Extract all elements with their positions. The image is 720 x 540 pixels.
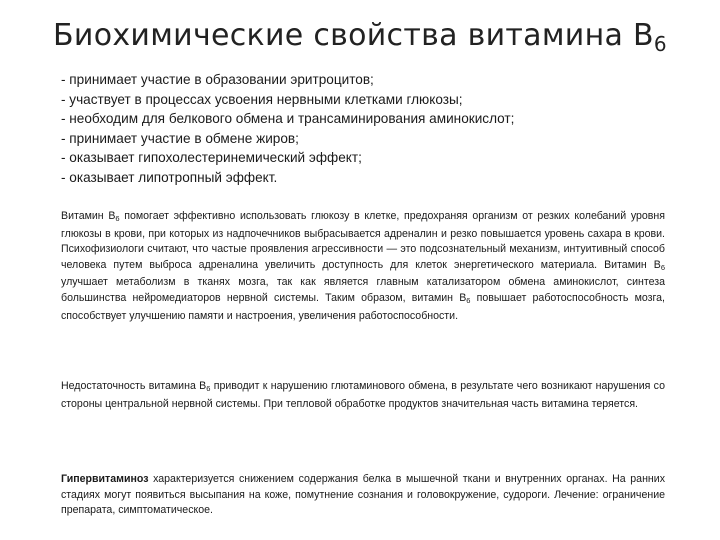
bullet-item: - необходим для белкового обмена и трансаминирования аминокислот; [61, 111, 515, 127]
bullet-item: - принимает участие в обмене жиров; [61, 130, 299, 146]
title-subscript: 6 [653, 32, 667, 56]
paragraph-hypervitaminosis [61, 472, 665, 519]
bullet-item: - принимает участие в образовании эритроцитов; [61, 72, 374, 87]
bullet-item: - оказывает липотропный эффект. [61, 169, 278, 185]
text-run: повышает работоспособность мозга, способствует улучшению памяти и настроения, увеличения работоспособности. [61, 291, 665, 322]
text-run: Витамин В [61, 210, 116, 222]
subscript: 6 [206, 384, 211, 393]
text-run: помогает эффективно использовать глюкозу в клетке, предохраняя организм от резких колебаний уровня глюкозы в крови, при которых из надпочечников выбрасывается адреналин и резко повышается уровень сахара в крови. Психофизиологи считают, что частые проявления агрессивности — это подсознательный механизм, интуитивный способ человека путем выброса адреналина увеличить доступность для клеток энергетического материала. Витамин В [61, 210, 665, 271]
text-run: приводит к нарушению глютаминового обмена, в результате чего возникают нарушения со стороны центральной нервной системы. При тепловой обработке продуктов значительная часть витамина теряется. [61, 380, 665, 410]
subscript: 6 [660, 262, 665, 272]
bold-term: Гипервитаминоз [61, 473, 149, 485]
bullet-item: - оказывает гипохолестеринемический эффект; [61, 150, 362, 166]
slide-title [0, 18, 720, 56]
subscript: 6 [466, 295, 471, 305]
text-run: Недостаточность витамина В [61, 380, 207, 392]
text-run: характеризуется снижением содержания белка в мышечной ткани и внутренних органах. На ранних стадиях могут появиться высыпания на коже, помутнение сознания и головокружение, судороги. Лечение: ограничение препарата, симптоматическое. [61, 473, 665, 517]
paragraph-deficiency [61, 379, 665, 412]
paragraph-benefits [61, 209, 665, 324]
title-text: Биохимические свойства витамина В [53, 18, 654, 53]
subscript: 6 [115, 214, 120, 223]
text-run: улучшает метаболизм в тканях мозга, так как является главным катализатором обмена аминокислот, синтеза большинства нейромедиаторов нервной системы. Таким образом, витамин В [61, 276, 665, 304]
bullet-item: - участвует в процессах усвоения нервными клетками глюкозы; [61, 91, 463, 107]
bullet-list [61, 70, 661, 188]
